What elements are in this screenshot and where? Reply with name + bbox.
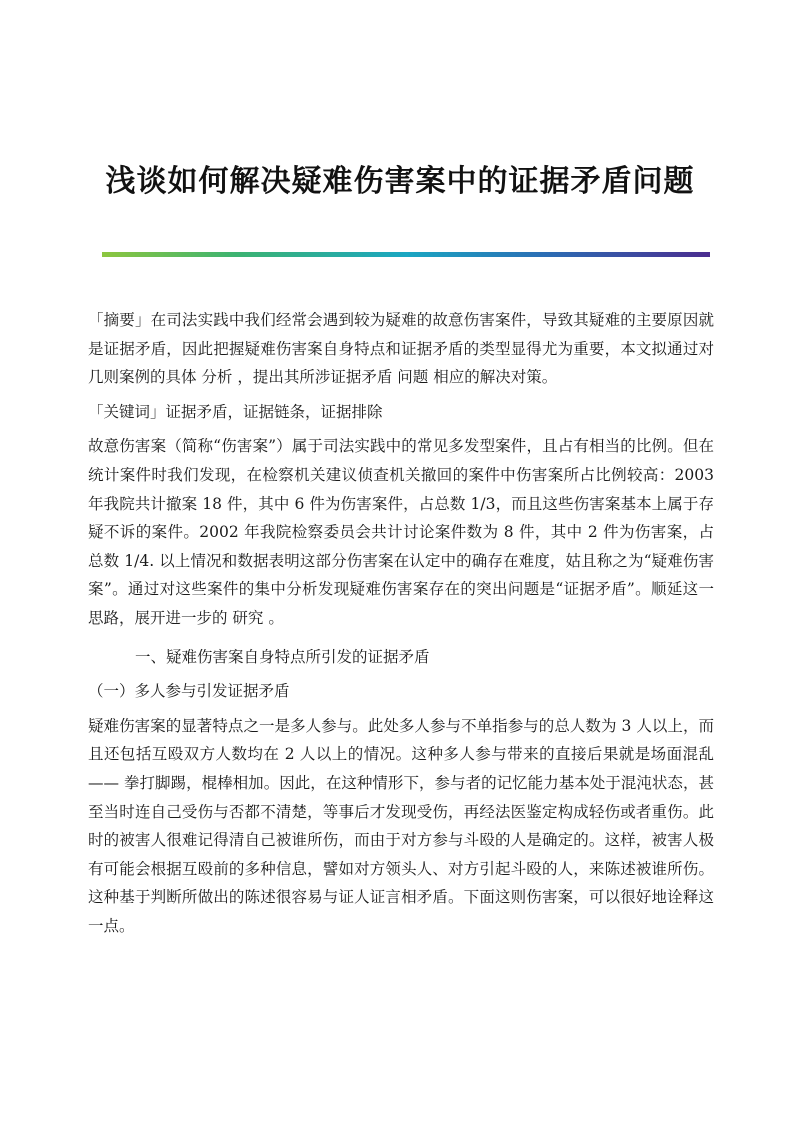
keywords-line: 「关键词」证据矛盾，证据链条，证据排除 xyxy=(88,402,383,421)
abstract-paragraph: 「摘要」在司法实践中我们经常会遇到较为疑难的故意伤害案件，导致其疑难的主要原因就是证据矛盾，因此把握疑难伤害案自身特点和证据矛盾的类型显得尤为重要，本文拟通过对几则案例的具体 分析 ，提出其所涉证据矛盾 问题 相应的解决对策。 xyxy=(88,311,714,387)
title-divider xyxy=(102,252,710,257)
section-heading: 一、疑难伤害案自身特点所引发的证据矛盾 xyxy=(135,647,430,666)
intro-paragraph: 故意伤害案（简称“伤害案”）属于司法实践中的常见多发型案件，且占有相当的比例。但在统计案件时我们发现，在检察机关建议侦查机关撤回的案件中伤害案所占比例较高：2003年我院共计撤案 18 件，其中 6 件为伤害案件，占总数 1/3，而且这些伤害案基本上属于存疑不诉的案件。2002 年我院检察委员会共计讨论案件数为 8 件，其中 2 件为伤害案，占总数 1/4. 以上情况和数据表明这部分伤害案在认定中的确存在难度，姑且称之为“疑难伤害案”。通过对这些案件的集中分析发现疑难伤害案存在的突出问题是“证据矛盾”。顺延这一思路，展开进一步的 研究 。 xyxy=(88,437,714,627)
document-body xyxy=(88,306,714,940)
body-paragraph: 疑难伤害案的显著特点之一是多人参与。此处多人参与不单指参与的总人数为 3 人以上，而且还包括互殴双方人数均在 2 人以上的情况。这种多人参与带来的直接后果就是场面混乱—— 拳打脚踢，棍棒相加。因此，在这种情形下，参与者的记忆能力基本处于混沌状态，甚至当时连自己受伤与否都不清楚，等事后才发现受伤，再经法医鉴定构成轻伤或者重伤。此时的被害人很难记得清自己被谁所伤，而由于对方参与斗殴的人是确定的。这样，被害人极有可能会根据互殴前的多种信息，譬如对方领头人、对方引起斗殴的人，来陈述被谁所伤。这种基于判断所做出的陈述很容易与证人证言相矛盾。下面这则伤害案，可以很好地诠释这一点。 xyxy=(88,716,714,935)
subsection-heading: （一）多人参与引发证据矛盾 xyxy=(88,682,290,701)
document-title: 浅谈如何解决疑难伤害案中的证据矛盾问题 xyxy=(105,164,695,199)
